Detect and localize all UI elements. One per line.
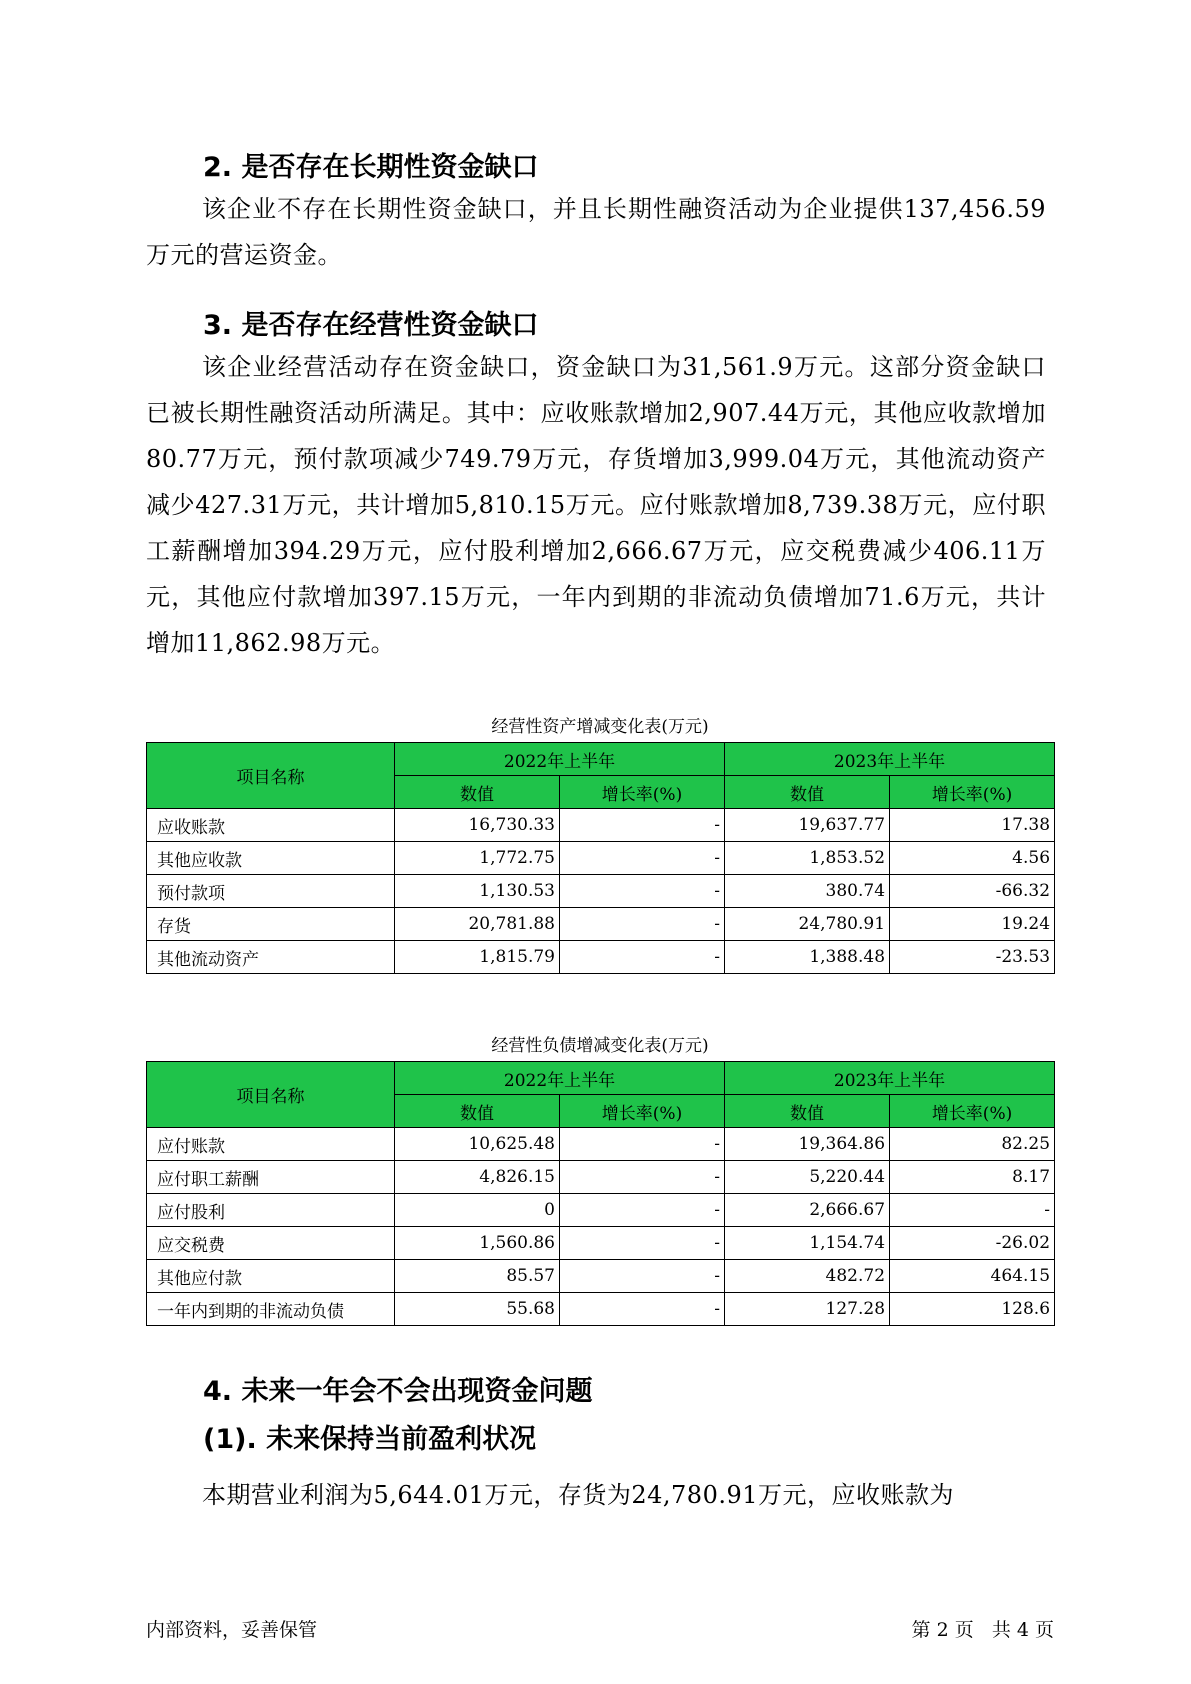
value-2022: 0 [395, 1194, 560, 1227]
footer-confidential-note: 内部资料，妥善保管 [146, 1619, 318, 1641]
row-name: 其他应付款 [147, 1260, 395, 1293]
footer-page-number: 第 2 页 共 4 页 [911, 1619, 1054, 1641]
table-row [147, 941, 1055, 974]
paragraph-maintain-profit: 本期营业利润为5,644.01万元，存货为24,780.91万元，应收账款为 [202, 1481, 955, 1509]
header-item-name: 项目名称 [147, 1062, 395, 1128]
table-row [147, 1128, 1055, 1161]
row-name: 应收账款 [147, 809, 395, 842]
value-2022: 4,826.15 [395, 1161, 560, 1194]
value-2022: 16,730.33 [395, 809, 560, 842]
table-row [147, 908, 1055, 941]
row-name: 其他流动资产 [147, 941, 395, 974]
growth-2023: 82.25 [890, 1128, 1055, 1161]
value-2022: 20,781.88 [395, 908, 560, 941]
growth-2022: - [560, 809, 725, 842]
growth-2022: - [560, 875, 725, 908]
liability-change-table [146, 1061, 1055, 1326]
header-period-2023: 2023年上半年 [725, 743, 1055, 776]
value-2023: 482.72 [725, 1260, 890, 1293]
row-name: 应付股利 [147, 1194, 395, 1227]
growth-2022: - [560, 1161, 725, 1194]
table-row [147, 809, 1055, 842]
row-name: 预付款项 [147, 875, 395, 908]
value-2023: 19,364.86 [725, 1128, 890, 1161]
value-2022: 1,772.75 [395, 842, 560, 875]
table-row [147, 1227, 1055, 1260]
growth-2023: 464.15 [890, 1260, 1055, 1293]
value-2023: 1,388.48 [725, 941, 890, 974]
subheading-maintain-profit: (1). 未来保持当前盈利状况 [203, 1424, 537, 1455]
table-row [147, 1260, 1055, 1293]
growth-2022: - [560, 842, 725, 875]
paragraph-operating-gap: 该企业经营活动存在资金缺口，资金缺口为31,561.9万元。这部分资金缺口已被长期性融资活动所满足。其中：应收账款增加2,907.44万元，其他应收款增加80.77万元，预付款项减少749.79万元，存货增加3,999.04万元，其他流动资产减少427.31万元，共计增加5,810.15万元。应付账款增加8,739.38万元，应付职工薪酬增加394.29万元，应付股利增加2,666.67万元，应交税费减少406.11万元，其他应付款增加397.15万元，一年内到期的非流动负债增加71.6万元，共计增加11,862.98万元。 [146, 353, 1046, 657]
row-name: 一年内到期的非流动负债 [147, 1293, 395, 1326]
table-row [147, 875, 1055, 908]
growth-2023: - [890, 1194, 1055, 1227]
row-name: 存货 [147, 908, 395, 941]
value-2022: 1,130.53 [395, 875, 560, 908]
row-name: 应付职工薪酬 [147, 1161, 395, 1194]
growth-2022: - [560, 1128, 725, 1161]
growth-2023: 17.38 [890, 809, 1055, 842]
value-2023: 127.28 [725, 1293, 890, 1326]
row-name: 应付账款 [147, 1128, 395, 1161]
value-2023: 1,853.52 [725, 842, 890, 875]
value-2022: 1,560.86 [395, 1227, 560, 1260]
value-2023: 2,666.67 [725, 1194, 890, 1227]
growth-2023: 19.24 [890, 908, 1055, 941]
section-heading-future-funding: 4. 未来一年会不会出现资金问题 [203, 1376, 593, 1407]
growth-2023: -23.53 [890, 941, 1055, 974]
header-period-2022: 2022年上半年 [395, 743, 725, 776]
table-row [147, 1161, 1055, 1194]
growth-2023: -66.32 [890, 875, 1055, 908]
growth-2023: 128.6 [890, 1293, 1055, 1326]
growth-2023: 8.17 [890, 1161, 1055, 1194]
header-item-name: 项目名称 [147, 743, 395, 809]
growth-2022: - [560, 941, 725, 974]
liability-table-caption: 经营性负债增减变化表(万元) [491, 1036, 709, 1056]
table-row [147, 1194, 1055, 1227]
header-value: 数值 [725, 1095, 890, 1128]
table-row [147, 1293, 1055, 1326]
header-growth: 增长率(%) [560, 776, 725, 809]
growth-2022: - [560, 908, 725, 941]
asset-table-caption: 经营性资产增减变化表(万元) [491, 717, 709, 737]
value-2022: 10,625.48 [395, 1128, 560, 1161]
growth-2022: - [560, 1293, 725, 1326]
header-growth: 增长率(%) [890, 776, 1055, 809]
value-2022: 55.68 [395, 1293, 560, 1326]
value-2023: 5,220.44 [725, 1161, 890, 1194]
growth-2022: - [560, 1260, 725, 1293]
header-growth: 增长率(%) [560, 1095, 725, 1128]
header-period-2023: 2023年上半年 [725, 1062, 1055, 1095]
value-2022: 85.57 [395, 1260, 560, 1293]
value-2023: 19,637.77 [725, 809, 890, 842]
value-2023: 24,780.91 [725, 908, 890, 941]
section-heading-operating-gap: 3. 是否存在经营性资金缺口 [203, 310, 539, 341]
header-value: 数值 [395, 776, 560, 809]
growth-2022: - [560, 1227, 725, 1260]
growth-2023: 4.56 [890, 842, 1055, 875]
asset-change-table [146, 742, 1055, 974]
growth-2022: - [560, 1194, 725, 1227]
table-row [147, 842, 1055, 875]
section-heading-long-term-gap: 2. 是否存在长期性资金缺口 [203, 152, 539, 183]
value-2022: 1,815.79 [395, 941, 560, 974]
value-2023: 380.74 [725, 875, 890, 908]
row-name: 应交税费 [147, 1227, 395, 1260]
header-value: 数值 [725, 776, 890, 809]
value-2023: 1,154.74 [725, 1227, 890, 1260]
row-name: 其他应收款 [147, 842, 395, 875]
header-growth: 增长率(%) [890, 1095, 1055, 1128]
paragraph-long-term-gap: 该企业不存在长期性资金缺口，并且长期性融资活动为企业提供137,456.59万元的营运资金。 [146, 195, 1046, 269]
header-period-2022: 2022年上半年 [395, 1062, 725, 1095]
growth-2023: -26.02 [890, 1227, 1055, 1260]
header-value: 数值 [395, 1095, 560, 1128]
